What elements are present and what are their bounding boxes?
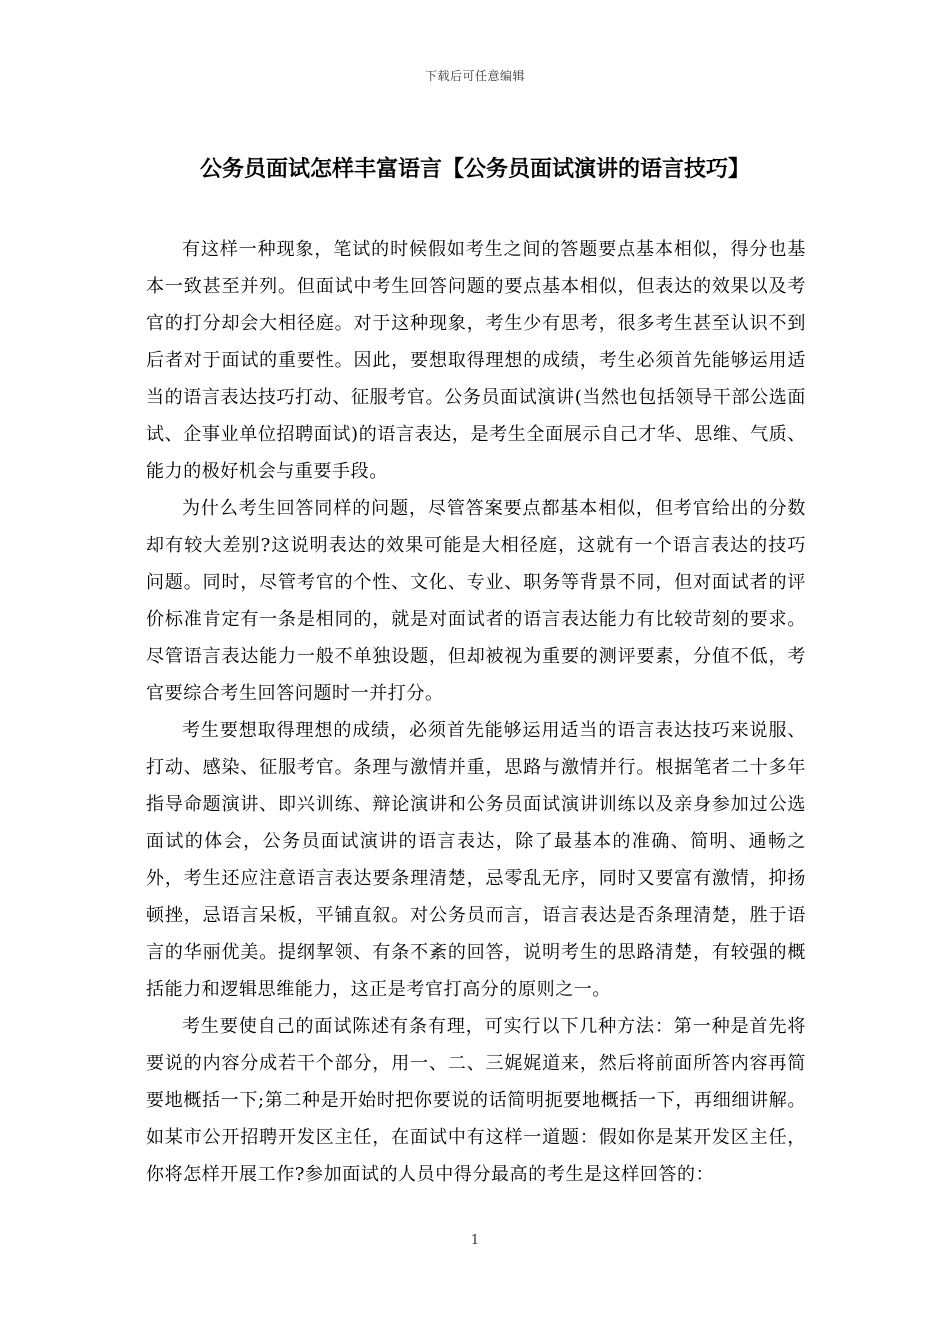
paragraph-4: 考生要使自己的面试陈述有条有理，可实行以下几种方法：第一种是首先将要说的内容分成若干个部分，用一、二、三娓娓道来，然后将前面所答内容再简要地概括一下;第二种是开始时把你要说的话简明扼要地概括一下，再细细讲解。如某市公开招聘开发区主任，在面试中有这样一道题：假如你是某开发区主任，你将怎样开展工作?参加面试的人员中得分最高的考生是这样回答的： bbox=[146, 1016, 806, 1185]
paragraph-2: 为什么考生回答同样的问题，尽管答案要点都基本相似，但考官给出的分数却有较大差别?这说明表达的效果可能是大相径庭，这就有一个语言表达的技巧问题。同时，尽管考官的个性、文化、专业、职务等背景不同，但对面试者的评价标准肯定有一条是相同的，就是对面试者的语言表达能力有比较苛刻的要求。尽管语言表达能力一般不单独设题，但却被视为重要的测评要素，分值不低，考官要综合考生回答问题时一并打分。 bbox=[146, 498, 806, 704]
paragraph-1: 有这样一种现象，笔试的时候假如考生之间的答题要点基本相似，得分也基本一致甚至并列。但面试中考生回答问题的要点基本相似，但表达的效果以及考官的打分却会大相径庭。对于这种现象，考生少有思考，很多考生甚至认识不到后者对于面试的重要性。因此，要想取得理想的成绩，考生必须首先能够运用适当的语言表达技巧打动、征服考官。公务员面试演讲(当然也包括领导干部公选面试、企事业单位招聘面试)的语言表达，是考生全面展示自己才华、思维、气质、能力的极好机会与重要手段。 bbox=[146, 239, 806, 482]
header-note: 下载后可任意编辑 bbox=[424, 69, 525, 83]
document-body bbox=[146, 231, 806, 1193]
paragraph-3: 考生要想取得理想的成绩，必须首先能够运用适当的语言表达技巧来说服、打动、感染、征服考官。条理与激情并重，思路与激情并行。根据笔者二十多年指导命题演讲、即兴训练、辩论演讲和公务员面试演讲训练以及亲身参加过公选面试的体会，公务员面试演讲的语言表达，除了最基本的准确、简明、通畅之外，考生还应注意语言表达要条理清楚，忌零乱无序，同时又要富有激情，抑扬顿挫，忌语言呆板，平铺直叙。对公务员而言，语言表达是否条理清楚，胜于语言的华丽优美。提纲挈领、有条不紊的回答，说明考生的思路清楚，有较强的概括能力和逻辑思维能力，这正是考官打高分的原则之一。 bbox=[146, 720, 806, 1000]
page-number: 1 bbox=[470, 1233, 480, 1248]
document-title: 公务员面试怎样丰富语言【公务员面试演讲的语言技巧】 bbox=[199, 157, 750, 182]
